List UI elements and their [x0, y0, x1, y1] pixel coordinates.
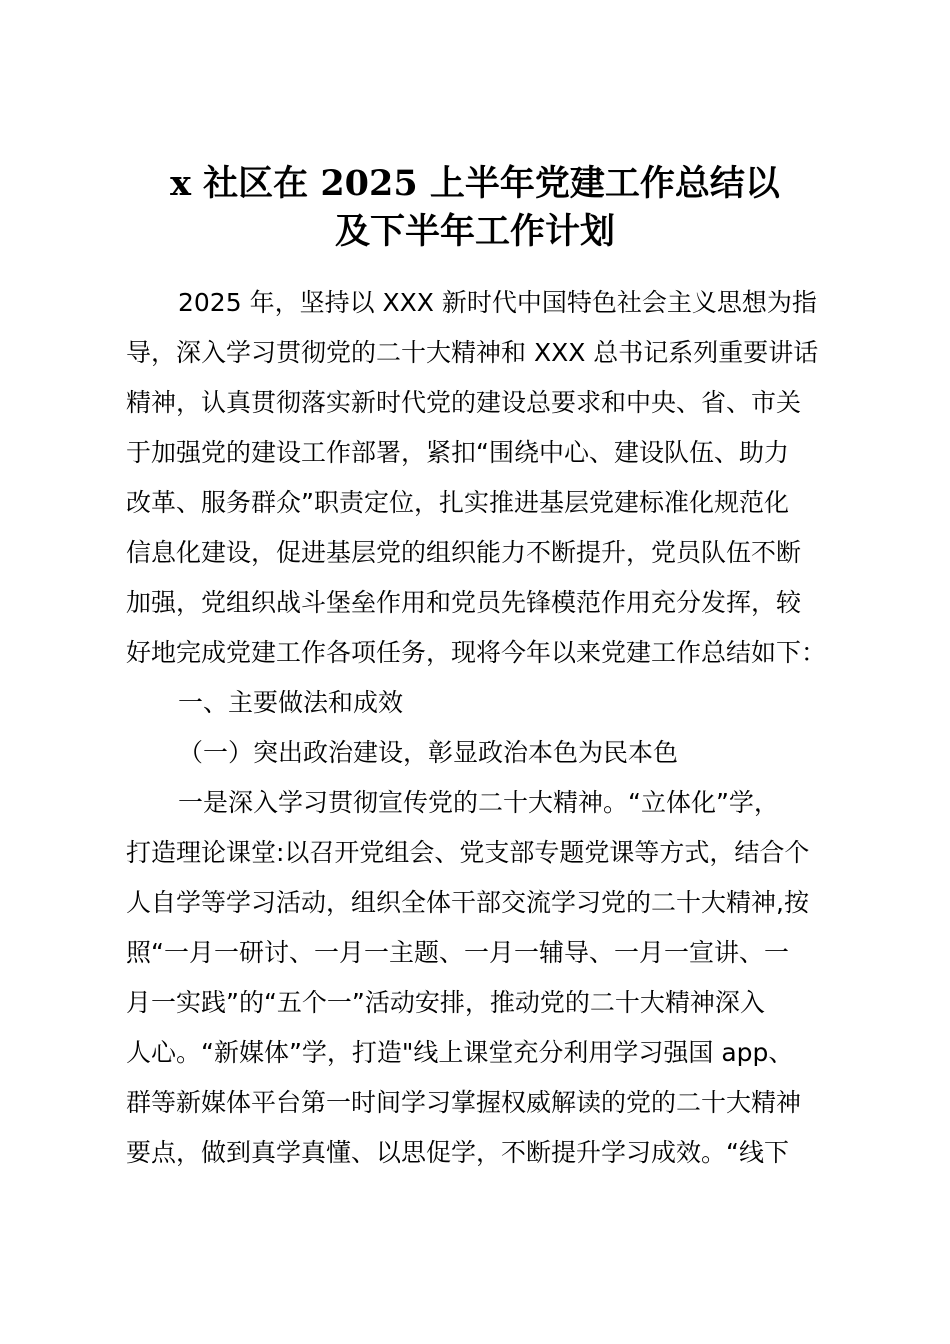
document-title-line-1: x 社区在 2025 上半年党建工作总结以 — [170, 163, 780, 204]
subsection-heading: （一）突出政治建设，彰显政治本色为民本色 — [178, 738, 679, 767]
paragraph-line: 于加强党的建设工作部署，紧扣“围绕中心、建设队伍、助力 — [126, 438, 789, 467]
paragraph-line: 照“一月一研讨、一月一主题、一月一辅导、一月一宣讲、一 — [126, 938, 789, 967]
paragraph-line: 群等新媒体平台第一时间学习掌握权威解读的党的二十大精神 — [126, 1088, 802, 1117]
paragraph-line: 月一实践”的“五个一”活动安排，推动党的二十大精神深入 — [126, 988, 765, 1017]
section-heading: 一、主要做法和成效 — [178, 688, 404, 717]
paragraph-line: 加强，党组织战斗堡垒作用和党员先锋模范作用充分发挥，较 — [126, 588, 802, 617]
paragraph-line: 改革、服务群众”职责定位，扎实推进基层党建标准化规范化 — [126, 488, 789, 517]
paragraph-line: 人自学等学习活动，组织全体干部交流学习党的二十大精神,按 — [126, 888, 809, 917]
paragraph-line: 好地完成党建工作各项任务，现将今年以来党建工作总结如下： — [126, 638, 827, 667]
paragraph-line: 信息化建设，促进基层党的组织能力不断提升，党员队伍不断 — [126, 538, 802, 567]
paragraph-line: 导，深入学习贯彻党的二十大精神和 XXX 总书记系列重要讲话 — [126, 338, 819, 367]
paragraph-line: 2025 年，坚持以 XXX 新时代中国特色社会主义思想为指 — [178, 288, 817, 317]
paragraph-line: 精神，认真贯彻落实新时代党的建设总要求和中央、省、市关 — [126, 388, 802, 417]
paragraph-line: 人心。“新媒体”学，打造"线上课堂充分利用学习强国 app、 — [126, 1038, 794, 1067]
paragraph-line: 打造理论课堂:以召开党组会、党支部专题党课等方式，结合个 — [126, 838, 810, 867]
document-title-line-2: 及下半年工作计划 — [334, 211, 615, 252]
paragraph-line: 一是深入学习贯彻宣传党的二十大精神。“立体化”学， — [178, 788, 779, 817]
paragraph-line: 要点，做到真学真懂、以思促学，不断提升学习成效。“线下 — [126, 1138, 789, 1167]
